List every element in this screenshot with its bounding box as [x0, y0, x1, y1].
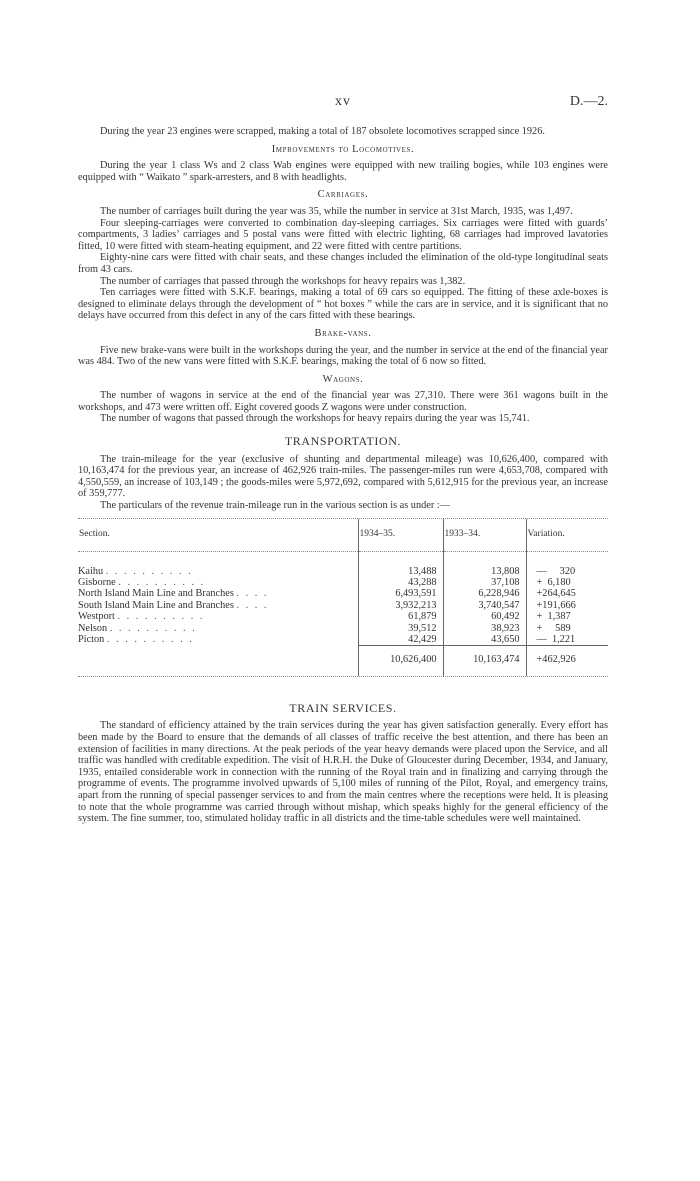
transportation-paragraph: The particulars of the revenue train-mileage run in the various section is as under :— [100, 500, 450, 512]
table-total-row [78, 646, 608, 676]
row-value-1933-34: 13,808 [443, 551, 526, 577]
report-reference: D.—2. [569, 94, 608, 109]
dot-leaders: . . . . . . . . . . [118, 577, 206, 589]
table-row [78, 623, 608, 634]
dot-leaders: . . . . . . . . . . [106, 634, 194, 646]
page-body [78, 126, 608, 825]
row-section: Picton [78, 634, 105, 646]
row-variation: — 320 [526, 551, 608, 577]
page-number: xv [335, 94, 351, 109]
brake-vans-paragraph: Five new brake-vans were built in the workshops during the year, and the number in service at the end of the financial year was 484. Two of the new vans were fitted with S.K.F. bearings, making the total of 6 now so fitted. [78, 344, 608, 368]
row-value-1934-35: 6,493,591 [358, 588, 443, 599]
section-heading-improvements: Improvements to Locomotives. [271, 143, 415, 155]
row-variation: +191,666 [526, 600, 608, 611]
row-value-1934-35: 39,512 [358, 623, 443, 634]
column-header-1934-35: 1934–35. [358, 519, 443, 552]
row-value-1934-35: 61,879 [358, 611, 443, 622]
row-section: Nelson [78, 622, 108, 634]
column-header-variation: Variation. [526, 519, 608, 552]
row-section: Westport [78, 611, 115, 623]
table-row [78, 551, 608, 577]
wagons-paragraph: The number of wagons that passed through the workshops for heavy repairs during the year was 15,741. [100, 413, 530, 425]
table-row [78, 588, 608, 599]
mileage-table [78, 518, 608, 677]
row-value-1934-35: 43,288 [358, 577, 443, 588]
section-heading-wagons: Wagons. [322, 373, 364, 385]
row-variation: +264,645 [526, 588, 608, 599]
carriages-paragraph: Ten carriages were fitted with S.K.F. bearings, making a total of 69 cars so equipped. The fitting of these axle-boxes is designed to eliminate delays through the development of “ hot boxes ” while the cars are in service, and it is significant that no delays have occurred from this defect in any of the cars fitted with these bearings. [78, 287, 608, 322]
carriages-paragraph: The number of carriages built during the year was 35, while the number in service at 31st March, 1935, was 1,497. [100, 205, 573, 217]
table-row [78, 634, 608, 646]
section-heading-carriages: Carriages. [317, 189, 369, 201]
page-header [0, 94, 700, 114]
section-heading-brake-vans: Brake-vans. [314, 327, 372, 339]
intro-paragraph: During the year 23 engines were scrapped, making a total of 187 obsolete locomotives scrapped since 1926. [100, 126, 545, 137]
row-variation: — 1,221 [526, 634, 608, 646]
section-heading-train-services: TRAIN SERVICES. [289, 700, 397, 715]
row-variation: + 1,387 [526, 611, 608, 622]
column-header-1933-34: 1933–34. [443, 519, 526, 552]
row-variation: + 6,180 [526, 577, 608, 588]
row-value-1933-34: 38,923 [443, 623, 526, 634]
improvements-paragraph: During the year 1 class Ws and 2 class Wab engines were equipped with new trailing bogies, while 103 engines were equipped with “ Waikato ” spark-arresters, and 8 with headlights. [78, 160, 608, 183]
row-value-1933-34: 43,650 [443, 634, 526, 646]
dot-leaders: . . . . . . . . . . [109, 622, 197, 634]
table-row [78, 577, 608, 588]
row-value-1933-34: 3,740,547 [443, 600, 526, 611]
row-section: Gisborne [78, 577, 116, 589]
train-services-paragraph: The standard of efficiency attained by the train services during the year has given satisfaction generally. Every effort has been made by the Board to ensure that the demands of all classes of traffic receive the best attention, and there has been an extension of facilities in many directions. At the peak periods of the year heavy demands were placed upon the Service, and all traffic was handled with creditable expedition. The visit of H.R.H. the Duke of Gloucester during December, 1934, and January, 1935, entailed considerable work in connection with the running of the Royal train and in finalizing and carrying through the programme of events. The programme involved upwards of 5,100 miles of running of the Pilot, Royal, and emergency trains, apart from the running of special passenger services to and from the main centres where the receptions were held. It is pleasing to note that the whole programme was carried through without mishap, which speaks highly for the general efficiency of the system. The fine summer, too, stimulated holiday traffic in all districts and the time-table schedules were well maintained. [78, 720, 608, 825]
wagons-paragraph: The number of wagons in service at the end of the financial year was 27,310. There were 361 wagons built in the workshops, and 473 were written off. Eight covered goods Z wagons were under construction. [78, 390, 608, 413]
table-header-row [78, 519, 608, 552]
table-row [78, 600, 608, 611]
transportation-paragraph: The train-mileage for the year (exclusive of shunting and departmental mileage) was 10,626,400, compared with 10,163,474 for the previous year, an increase of 462,926 train-miles. The passenger-miles run were 4,653,708, compared with 4,550,559, an increase of 103,149 ; the goods-miles were 5,972,692, compared with 5,612,915 for the previous year, an increase of 359,777. [78, 453, 608, 500]
carriages-paragraph: Eighty-nine cars were fitted with chair seats, and these changes included the elimination of the old-type longitudinal seats from 43 cars. [78, 252, 608, 275]
row-value-1934-35: 42,429 [358, 634, 443, 646]
carriages-paragraph: The number of carriages that passed through the workshops for heavy repairs was 1,382. [100, 275, 466, 287]
row-value-1933-34: 60,492 [443, 611, 526, 622]
row-variation: + 589 [526, 623, 608, 634]
dot-leaders: . . . . [236, 599, 269, 611]
table-row [78, 611, 608, 622]
row-value-1934-35: 13,488 [358, 551, 443, 577]
dot-leaders: . . . . [236, 588, 269, 600]
dot-leaders: . . . . . . . . . . [117, 611, 205, 623]
row-section: South Island Main Line and Branches [78, 599, 234, 611]
total-1933-34: 10,163,474 [443, 646, 526, 676]
row-section: Kaihu [78, 565, 104, 577]
carriages-paragraph: Four sleeping-carriages were converted to combination day-sleeping carriages. Six carriages were fitted with guards’ compartments, 3 ladies’ carriages and 5 postal vans were fitted with electric lighting, 68 carriages had improved lavatories fitted, 10 were fitted with steam-heating equipment, and 22 were fitted with centre partitions. [78, 217, 608, 252]
row-value-1933-34: 37,108 [443, 577, 526, 588]
row-section: North Island Main Line and Branches [78, 588, 234, 600]
section-heading-transportation: TRANSPORTATION. [284, 434, 402, 449]
total-1934-35: 10,626,400 [358, 646, 443, 676]
row-value-1933-34: 6,228,946 [443, 588, 526, 599]
total-variation: +462,926 [526, 646, 608, 676]
row-value-1934-35: 3,932,213 [358, 600, 443, 611]
column-header-section: Section. [78, 519, 358, 552]
dot-leaders: . . . . . . . . . . [105, 565, 193, 577]
